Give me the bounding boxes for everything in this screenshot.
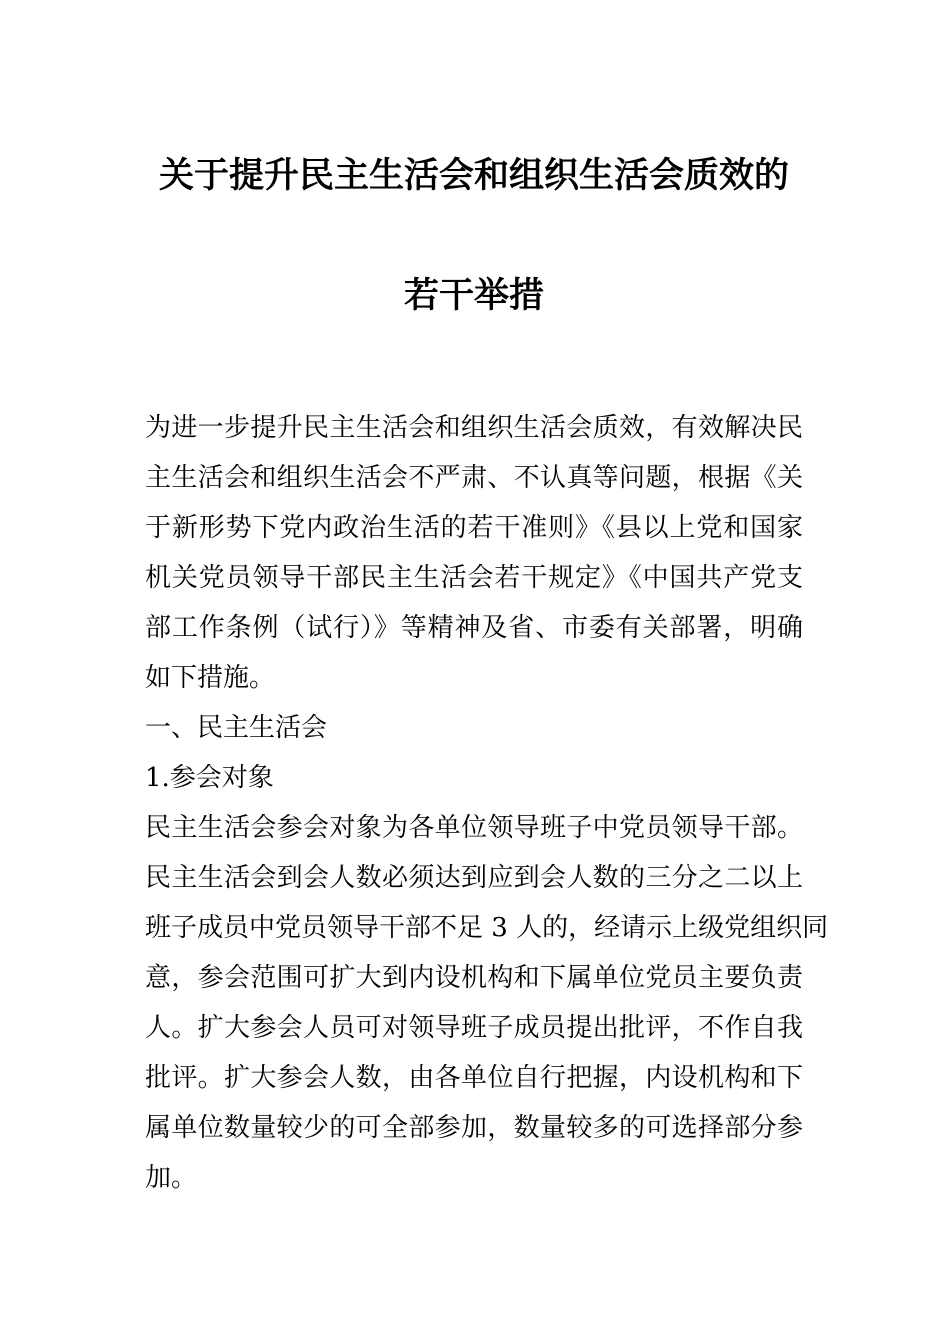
- body-text-line: 班子成员中党员领导干部不足 3 人的，经请示上级党组织同: [145, 913, 829, 943]
- document-title: [145, 116, 803, 356]
- document-title-line-2: 若干举措: [403, 275, 544, 316]
- body-text-line: 机关党员领导干部民主生活会若干规定》《中国共产党支: [145, 563, 803, 593]
- body-text-line: 民主生活会参会对象为各单位领导班子中党员领导干部。: [145, 813, 803, 843]
- document-title-line-1: 关于提升民主生活会和组织生活会质效的: [158, 155, 789, 196]
- body-text-line: 人。扩大参会人员可对领导班子成员提出批评，不作自我: [145, 1013, 803, 1043]
- body-text-line: 加。: [145, 1163, 198, 1193]
- body-text-line: 意，参会范围可扩大到内设机构和下属单位党员主要负责: [145, 963, 803, 993]
- section-heading: 一、民主生活会: [145, 713, 328, 743]
- body-text-line: 民主生活会到会人数必须达到应到会人数的三分之二以上: [145, 863, 803, 893]
- document-body: [145, 403, 829, 1203]
- body-text-line: 为进一步提升民主生活会和组织生活会质效，有效解决民: [145, 413, 803, 443]
- body-text-line: 部工作条例（试行）》等精神及省、市委有关部署，明确: [145, 613, 803, 643]
- body-text-line: 如下措施。: [145, 663, 276, 693]
- body-text-line: 批评。扩大参会人数，由各单位自行把握，内设机构和下: [145, 1063, 803, 1093]
- body-text-line: 于新形势下党内政治生活的若干准则》《县以上党和国家: [145, 513, 803, 543]
- body-text-line: 主生活会和组织生活会不严肃、不认真等问题，根据《关: [145, 463, 803, 493]
- body-text-line: 属单位数量较少的可全部参加，数量较多的可选择部分参: [145, 1113, 803, 1143]
- subsection-heading: 1.参会对象: [145, 763, 274, 793]
